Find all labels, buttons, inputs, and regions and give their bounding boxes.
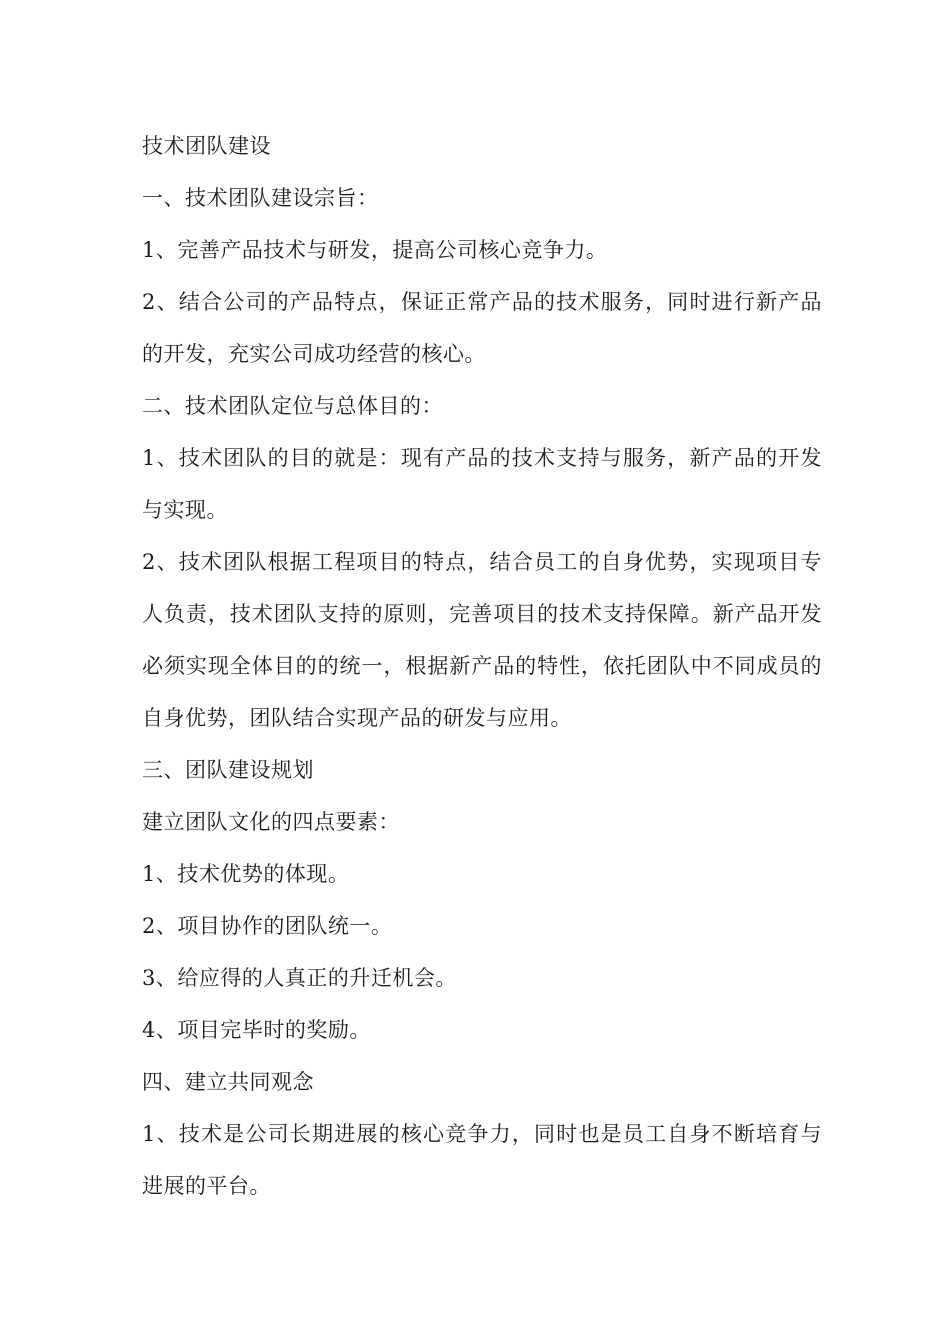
- section-heading-planning: 三、团队建设规划: [142, 758, 314, 782]
- paragraph: 1、完善产品技术与研发，提高公司核心竞争力。: [142, 238, 608, 262]
- section-heading-positioning: 二、技术团队定位与总体目的：: [142, 394, 443, 418]
- list-item: 4、项目完毕时的奖励。: [142, 1018, 371, 1042]
- list-item: 3、给应得的人真正的升迁机会。: [142, 966, 457, 990]
- list-item: 1、技术优势的体现。: [142, 862, 350, 886]
- section-heading-purpose: 一、技术团队建设宗旨：: [142, 186, 379, 210]
- paragraph: 2、技术团队根据工程项目的特点，结合员工的自身优势，实现项目专人负责，技术团队支持的原则，完善项目的技术支持保障。新产品开发必须实现全体目的的统一，根据新产品的特性，依托团队中不同成员的自身优势，团队结合实现产品的研发与应用。: [142, 550, 822, 730]
- document-title: 技术团队建设: [142, 134, 271, 158]
- paragraph: 建立团队文化的四点要素：: [142, 810, 400, 834]
- paragraph: 2、结合公司的产品特点，保证正常产品的技术服务，同时进行新产品的开发，充实公司成功经营的核心。: [142, 290, 822, 366]
- list-item: 2、项目协作的团队统一。: [142, 914, 393, 938]
- document-body: [142, 120, 822, 1212]
- paragraph: 1、技术团队的目的就是：现有产品的技术支持与服务，新产品的开发与实现。: [142, 446, 822, 522]
- paragraph: 1、技术是公司长期进展的核心竞争力，同时也是员工自身不断培育与进展的平台。: [142, 1122, 822, 1198]
- section-heading-concepts: 四、建立共同观念: [142, 1070, 314, 1094]
